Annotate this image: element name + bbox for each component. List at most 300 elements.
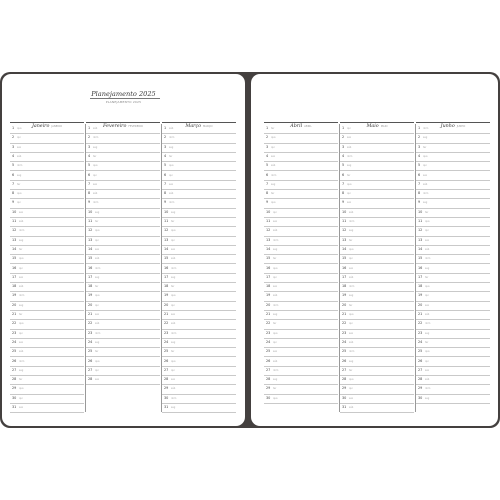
weekday-label: sáb	[425, 247, 430, 251]
day-number: 22	[418, 321, 423, 326]
weekday-label: ter	[425, 275, 429, 279]
weekday-label: qui	[95, 368, 99, 372]
day-number: 22	[12, 321, 17, 326]
weekday-label: qua	[19, 257, 24, 261]
weekday-label: ter	[273, 257, 277, 261]
day-number: 9	[418, 200, 421, 205]
weekday-label: seg	[423, 136, 428, 140]
weekday-label: qui	[349, 387, 353, 391]
weekday-label: ter	[349, 238, 353, 242]
day-number: 31	[12, 405, 17, 409]
day-number: 4	[88, 153, 91, 158]
day-number: 28	[266, 377, 271, 382]
weekday-label: seg	[347, 164, 352, 168]
day-number: 20	[418, 302, 423, 307]
weekday-label: ter	[271, 127, 275, 130]
weekday-label: seg	[95, 210, 100, 214]
weekday-label: sáb	[425, 378, 430, 382]
weekday-label: seg	[273, 378, 278, 382]
day-number: 29	[266, 386, 271, 391]
day-number: 18	[164, 284, 169, 289]
weekday-label: ter	[171, 285, 175, 289]
month-subtitle: MAIO	[380, 125, 388, 128]
day-number: 1	[266, 126, 269, 130]
weekday-label: ter	[19, 247, 23, 251]
day-number: 21	[12, 312, 17, 316]
weekday-label: qui	[19, 331, 23, 335]
day-number: 23	[418, 330, 423, 335]
day-number: 27	[418, 367, 423, 372]
weekday-label: sex	[95, 378, 100, 382]
weekday-label: dom	[273, 238, 279, 242]
weekday-label: sáb	[95, 257, 100, 261]
day-number: 7	[12, 181, 15, 186]
day-number: 13	[88, 237, 93, 242]
weekday-label: ter	[347, 173, 351, 177]
weekday-label: dom	[17, 164, 23, 168]
weekday-label: sex	[271, 154, 276, 158]
day-number: 23	[164, 330, 169, 335]
day-number: 9	[164, 200, 167, 205]
day-number: 15	[88, 256, 93, 261]
weekday-label: qua	[95, 359, 100, 363]
weekday-label: sex	[425, 368, 430, 372]
day-number: 16	[164, 265, 169, 270]
day-number: 9	[342, 200, 345, 205]
month-header-rule	[86, 122, 160, 123]
day-row[interactable]	[10, 403, 84, 413]
weekday-label: qui	[95, 303, 99, 307]
day-number: 30	[418, 395, 423, 400]
day-number: 17	[266, 274, 271, 279]
month-name: Janeiro	[31, 124, 50, 129]
weekday-label: ter	[93, 154, 97, 158]
weekday-label: qua	[347, 182, 352, 186]
day-number: 24	[418, 339, 423, 344]
day-number: 12	[12, 228, 17, 233]
day-number: 20	[342, 302, 347, 307]
day-number: 1	[342, 126, 345, 130]
weekday-label: seg	[171, 210, 176, 214]
weekday-label: sáb	[171, 387, 176, 391]
weekday-label: seg	[95, 340, 100, 344]
weekday-label: qui	[19, 266, 23, 270]
weekday-label: ter	[273, 322, 277, 326]
day-number: 19	[418, 293, 423, 298]
day-number: 13	[266, 237, 271, 242]
weekday-label: ter	[95, 220, 99, 223]
day-number: 12	[418, 228, 423, 233]
weekday-label: qua	[95, 294, 100, 298]
weekday-label: qui	[19, 396, 23, 400]
day-number: 26	[418, 358, 423, 363]
weekday-label: qui	[273, 210, 277, 214]
day-number: 28	[12, 377, 17, 382]
weekday-label: qui	[273, 340, 277, 344]
weekday-label: qua	[171, 294, 176, 298]
weekday-label: ter	[171, 220, 175, 223]
day-number: 12	[342, 228, 347, 233]
weekday-label: sáb	[349, 406, 354, 409]
day-number: 13	[342, 237, 347, 242]
day-number: 23	[12, 330, 17, 335]
weekday-label: sáb	[273, 229, 278, 233]
day-number: 10	[12, 209, 17, 214]
weekday-label: dom	[423, 127, 429, 130]
weekday-label: dom	[19, 359, 25, 363]
day-number: 30	[266, 395, 271, 400]
day-number: 2	[164, 135, 167, 140]
day-number: 1	[12, 126, 15, 130]
day-number: 25	[88, 349, 93, 354]
weekday-label: seg	[19, 368, 24, 372]
weekday-label: seg	[171, 406, 176, 409]
weekday-label: qui	[273, 275, 277, 279]
weekday-label: qua	[169, 164, 174, 168]
day-number: 25	[342, 349, 347, 354]
month-subtitle: FEVEREIRO	[128, 125, 143, 128]
day-number: 4	[12, 153, 15, 158]
day-number: 15	[342, 256, 347, 261]
day-number: 21	[88, 312, 93, 316]
day-number: 25	[12, 349, 17, 354]
day-row[interactable]	[264, 394, 338, 404]
day-number: 10	[418, 209, 423, 214]
day-row[interactable]	[340, 403, 414, 413]
weekday-label: sáb	[93, 192, 98, 196]
day-number: 7	[88, 181, 91, 186]
weekday-label: qui	[349, 322, 353, 326]
day-number: 4	[418, 153, 421, 158]
day-number: 6	[164, 172, 167, 177]
day-number: 24	[266, 339, 271, 344]
day-number: 25	[418, 349, 423, 354]
day-number: 24	[342, 339, 347, 344]
weekday-label: ter	[17, 182, 21, 186]
weekday-label: ter	[425, 340, 429, 344]
weekday-label: seg	[169, 145, 174, 149]
day-number: 6	[12, 172, 15, 177]
weekday-label: qui	[425, 229, 429, 233]
day-number: 12	[266, 228, 271, 233]
weekday-label: sex	[95, 247, 100, 251]
day-number: 14	[342, 246, 347, 251]
day-number: 20	[266, 302, 271, 307]
day-number: 11	[418, 219, 423, 223]
day-number: 3	[88, 144, 91, 149]
weekday-label: dom	[423, 192, 429, 196]
weekday-label: dom	[169, 136, 175, 140]
right-page	[251, 74, 498, 426]
month-header	[264, 112, 338, 129]
weekday-label: dom	[171, 331, 177, 335]
day-number: 28	[342, 377, 347, 382]
day-number: 19	[12, 293, 17, 298]
day-number: 29	[418, 386, 423, 391]
day-number: 24	[164, 339, 169, 344]
left-page	[2, 74, 245, 426]
weekday-label: sáb	[171, 322, 176, 326]
day-number: 3	[266, 144, 269, 149]
weekday-label: qua	[425, 220, 430, 223]
day-row[interactable]	[86, 375, 160, 385]
day-number: 24	[12, 339, 17, 344]
day-number: 9	[266, 200, 269, 205]
day-number: 15	[266, 256, 271, 261]
weekday-label: dom	[93, 201, 99, 205]
day-number: 8	[88, 191, 91, 196]
day-number: 4	[342, 153, 345, 158]
day-number: 20	[12, 302, 17, 307]
weekday-label: qua	[19, 322, 24, 326]
weekday-label: qui	[349, 257, 353, 261]
weekday-label: ter	[169, 154, 173, 158]
day-number: 22	[266, 321, 271, 326]
day-number: 26	[164, 358, 169, 363]
weekday-label: qui	[171, 238, 175, 242]
weekday-label: sáb	[349, 275, 354, 279]
day-number: 21	[342, 312, 347, 316]
weekday-label: qui	[171, 368, 175, 372]
day-number: 5	[164, 163, 167, 168]
weekday-label: sáb	[95, 322, 100, 326]
weekday-label: qua	[349, 247, 354, 251]
day-number: 20	[88, 302, 93, 307]
day-row[interactable]	[162, 403, 236, 413]
weekday-label: seg	[95, 275, 100, 279]
day-number: 9	[88, 200, 91, 205]
weekday-label: qua	[17, 192, 22, 196]
day-number: 14	[418, 246, 423, 251]
day-number: 27	[342, 367, 347, 372]
day-number: 2	[88, 135, 91, 140]
day-number: 29	[12, 386, 17, 391]
month-header-rule	[162, 122, 236, 123]
weekday-label: qui	[95, 238, 99, 242]
weekday-label: qua	[273, 396, 278, 400]
weekday-label: sex	[349, 396, 354, 400]
day-number: 13	[418, 237, 423, 242]
month-name: Maio	[366, 124, 379, 129]
day-number: 21	[164, 312, 169, 316]
day-number: 28	[164, 377, 169, 382]
month-header-rule	[340, 122, 414, 123]
day-number: 4	[164, 153, 167, 158]
weekday-label: sex	[171, 313, 176, 316]
weekday-label: qui	[347, 127, 351, 130]
weekday-label: dom	[425, 257, 431, 261]
day-number: 7	[266, 181, 269, 186]
weekday-label: seg	[271, 182, 276, 186]
day-number: 3	[12, 144, 15, 149]
weekday-label: qua	[423, 154, 428, 158]
weekday-label: qua	[93, 164, 98, 168]
day-number: 6	[418, 172, 421, 177]
weekday-label: sáb	[169, 127, 174, 130]
weekday-label: sex	[19, 210, 24, 214]
day-number: 14	[266, 246, 271, 251]
month-name: Março	[185, 124, 202, 129]
day-number: 17	[12, 274, 17, 279]
day-number: 11	[164, 219, 169, 223]
weekday-label: qui	[17, 201, 21, 205]
day-number: 11	[88, 219, 93, 223]
day-number: 21	[418, 312, 423, 316]
day-number: 26	[266, 358, 271, 363]
day-number: 1	[418, 126, 421, 130]
weekday-label: seg	[425, 396, 430, 400]
day-number: 26	[88, 358, 93, 363]
day-number: 8	[342, 191, 345, 196]
day-number: 11	[12, 219, 17, 223]
weekday-label: sex	[425, 303, 430, 307]
day-number: 14	[88, 246, 93, 251]
weekday-label: sex	[347, 136, 352, 140]
day-number: 3	[164, 144, 167, 149]
day-number: 29	[164, 386, 169, 391]
weekday-label: sex	[19, 275, 24, 279]
day-number: 10	[266, 209, 271, 214]
weekday-label: ter	[425, 210, 429, 214]
month-subtitle: JANEIRO	[51, 125, 63, 128]
weekday-label: ter	[171, 350, 175, 354]
weekday-label: sáb	[273, 359, 278, 363]
month-column-março	[162, 112, 236, 412]
weekday-label: qua	[95, 229, 100, 233]
weekday-label: dom	[169, 201, 175, 205]
weekday-label: dom	[171, 266, 177, 270]
weekday-label: sex	[93, 182, 98, 186]
day-number: 14	[12, 246, 17, 251]
weekday-label: dom	[347, 154, 353, 158]
day-number: 25	[164, 349, 169, 354]
day-number: 5	[418, 163, 421, 168]
day-number: 30	[164, 395, 169, 400]
month-name: Junho	[440, 124, 455, 129]
day-number: 23	[342, 330, 347, 335]
month-name: Fevereiro	[103, 124, 127, 129]
weekday-label: sáb	[273, 294, 278, 298]
weekday-label: seg	[423, 201, 428, 205]
day-number: 16	[12, 265, 17, 270]
day-number: 14	[164, 246, 169, 251]
weekday-label: sex	[95, 313, 100, 316]
weekday-label: qua	[273, 266, 278, 270]
day-number: 28	[418, 377, 423, 382]
day-number: 26	[12, 358, 17, 363]
weekday-label: qua	[171, 359, 176, 363]
day-number: 15	[418, 256, 423, 261]
weekday-label: qua	[349, 378, 354, 382]
weekday-label: sex	[273, 350, 278, 354]
day-number: 17	[418, 274, 423, 279]
day-row[interactable]	[416, 394, 490, 404]
page-title: Planejamento 2025	[91, 90, 156, 98]
day-number: 2	[342, 135, 345, 140]
day-number: 2	[418, 135, 421, 140]
weekday-label: seg	[349, 359, 354, 363]
day-number: 6	[88, 172, 91, 177]
day-number: 27	[88, 367, 93, 372]
day-number: 8	[418, 191, 421, 196]
day-number: 19	[164, 293, 169, 298]
weekday-label: sáb	[423, 182, 428, 186]
weekday-label: sáb	[347, 145, 352, 149]
day-number: 16	[88, 265, 93, 270]
weekday-label: qui	[17, 136, 21, 140]
weekday-label: sex	[347, 201, 352, 205]
weekday-label: ter	[273, 387, 277, 391]
weekday-label: dom	[273, 303, 279, 307]
title-underline	[90, 98, 160, 99]
day-number: 3	[418, 144, 421, 149]
weekday-label: qua	[271, 201, 276, 205]
weekday-label: sex	[273, 220, 278, 223]
weekday-label: seg	[19, 238, 24, 242]
day-number: 20	[164, 302, 169, 307]
weekday-label: ter	[349, 303, 353, 307]
weekday-label: sáb	[169, 192, 174, 196]
weekday-label: ter	[95, 350, 99, 354]
day-number: 8	[266, 191, 269, 196]
weekday-label: sáb	[17, 154, 22, 158]
month-column-fevereiro	[86, 112, 160, 412]
day-number: 19	[88, 293, 93, 298]
month-header-rule	[10, 122, 84, 123]
day-number: 23	[88, 330, 93, 335]
day-number: 8	[12, 191, 15, 196]
weekday-label: qui	[347, 192, 351, 196]
weekday-label: sáb	[349, 340, 354, 344]
day-number: 1	[88, 126, 91, 130]
day-number: 22	[164, 321, 169, 326]
day-number: 5	[342, 163, 345, 168]
day-number: 17	[342, 274, 347, 279]
day-number: 27	[164, 367, 169, 372]
weekday-label: ter	[271, 192, 275, 196]
weekday-label: sex	[19, 406, 24, 409]
weekday-label: qua	[17, 127, 22, 130]
month-header	[416, 112, 490, 129]
day-number: 17	[164, 274, 169, 279]
weekday-label: dom	[19, 294, 25, 298]
weekday-label: sáb	[349, 210, 354, 214]
day-number: 10	[342, 209, 347, 214]
page-subtitle: PLANEJAMENTO 2025	[105, 100, 142, 104]
day-number: 28	[88, 377, 93, 382]
weekday-label: ter	[349, 368, 353, 372]
day-number: 10	[88, 209, 93, 214]
weekday-label: seg	[171, 340, 176, 344]
day-number: 24	[88, 339, 93, 344]
day-number: 2	[266, 135, 269, 140]
weekday-label: dom	[271, 173, 277, 177]
day-number: 4	[266, 153, 269, 158]
weekday-label: dom	[93, 136, 99, 140]
weekday-label: seg	[17, 173, 22, 177]
month-header-rule	[264, 122, 338, 123]
day-number: 11	[342, 219, 347, 223]
weekday-label: sáb	[93, 127, 98, 130]
day-number: 7	[164, 181, 167, 186]
day-number: 19	[342, 293, 347, 298]
weekday-label: dom	[19, 229, 25, 233]
day-number: 19	[266, 293, 271, 298]
day-number: 17	[88, 274, 93, 279]
day-number: 22	[342, 321, 347, 326]
month-subtitle: MARÇO	[203, 125, 213, 128]
weekday-label: dom	[425, 387, 431, 391]
